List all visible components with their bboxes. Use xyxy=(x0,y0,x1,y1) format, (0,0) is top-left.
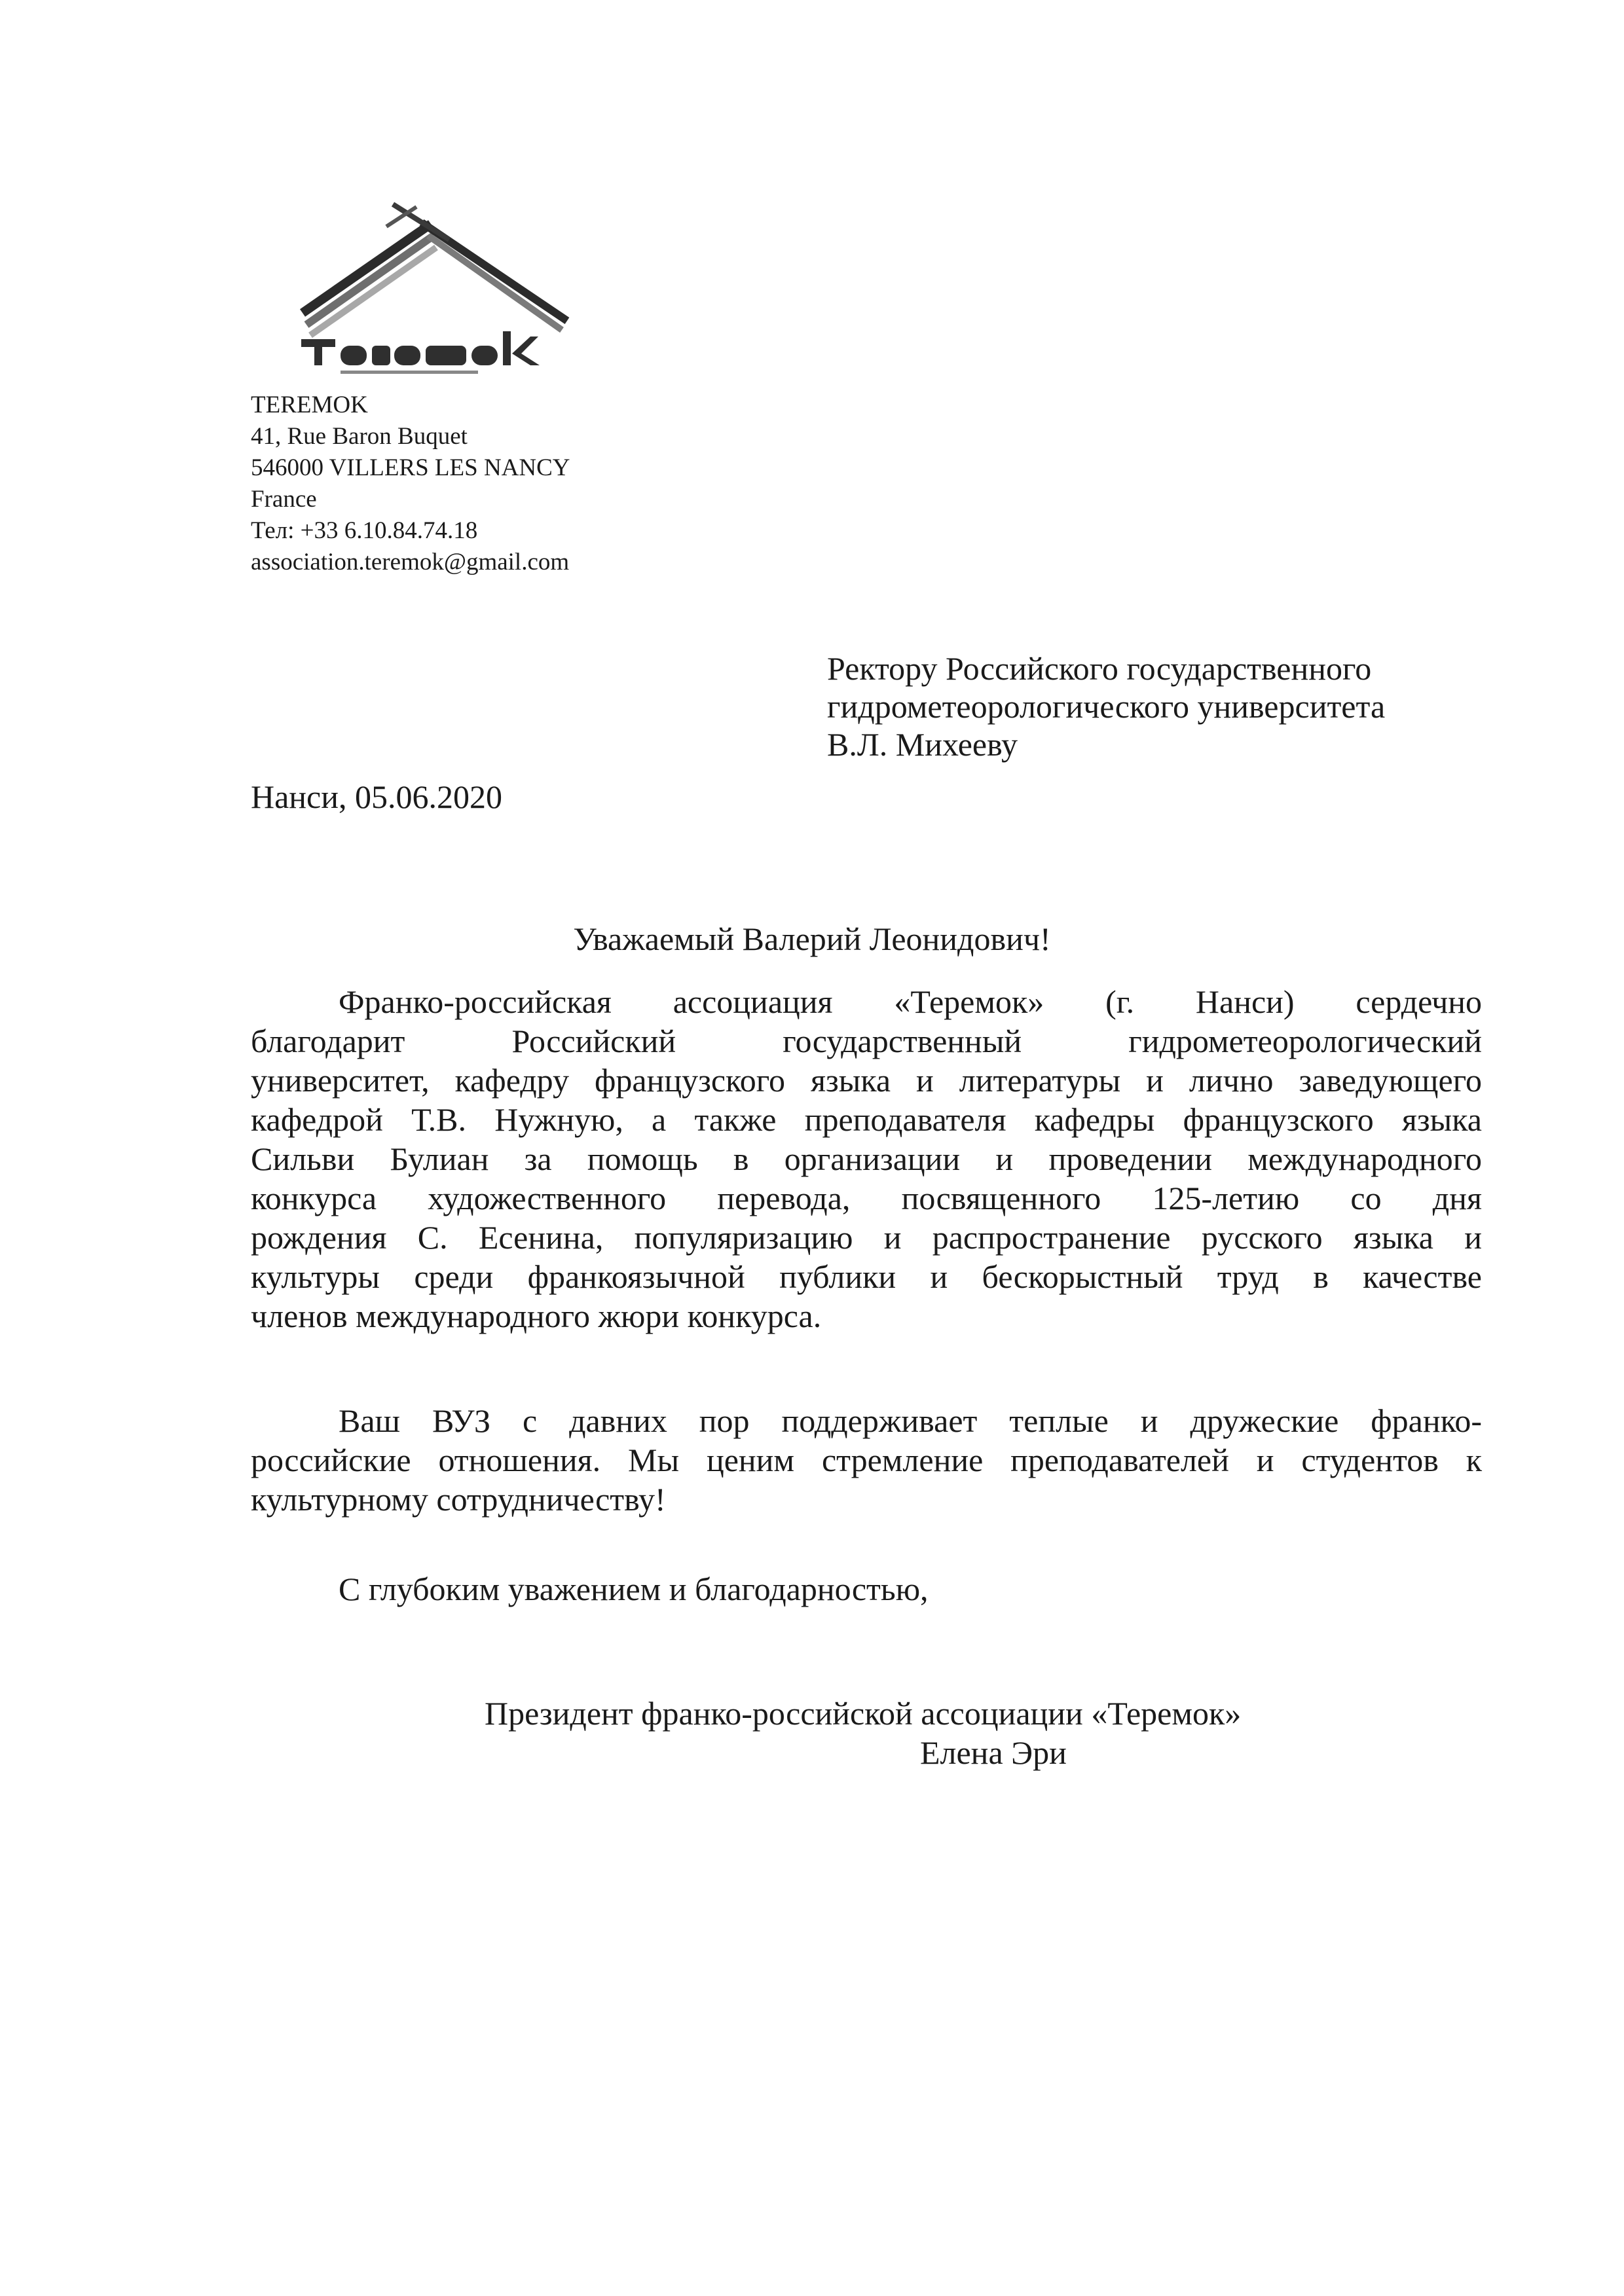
house-roof-icon xyxy=(288,196,576,380)
text-line: культурному сотрудничеству! xyxy=(251,1481,666,1518)
teremok-logo xyxy=(288,196,576,380)
sender-street: 41, Rue Baron Buquet xyxy=(251,423,468,450)
closing-phrase: С глубоким уважением и благодарностью, xyxy=(339,1571,929,1607)
text-line: благодарит Российский государственный гидрометеорологический xyxy=(251,1023,1482,1059)
text-line: рождения С. Есенина, популяризацию и распространение русского языка и xyxy=(251,1219,1482,1256)
recipient-line: гидрометеорологического университета xyxy=(827,688,1386,725)
signature-name: Елена Эри xyxy=(920,1734,1067,1771)
sender-name: TEREMOK xyxy=(251,392,368,418)
text-line: университет, кафедру французского языка и литературы и лично заведующего xyxy=(251,1062,1482,1099)
text-line: Франко-российская ассоциация «Теремок» (г. Нанси) сердечно xyxy=(339,983,1482,1020)
letter-date: Нанси, 05.06.2020 xyxy=(251,778,503,815)
text-line: членов международного жюри конкурса. xyxy=(251,1298,822,1334)
signature-title: Президент франко-российской ассоциации «Теремок» xyxy=(485,1695,1242,1732)
sender-address-block xyxy=(251,390,570,578)
sender-email: association.teremok@gmail.com xyxy=(251,549,570,575)
body-paragraph-1 xyxy=(251,982,1482,1336)
sender-city: 546000 VILLERS LES NANCY xyxy=(251,454,570,481)
body-paragraph-2 xyxy=(251,1401,1482,1519)
recipient-line: Ректору Российского государственного xyxy=(827,650,1372,687)
text-line: Сильви Булиан за помощь в организации и проведении международного xyxy=(251,1140,1482,1177)
text-line: кафедрой Т.В. Нужную, а также преподавателя кафедры французского языка xyxy=(251,1101,1482,1138)
text-line: российские отношения. Мы ценим стремление преподавателей и студентов к xyxy=(251,1442,1482,1478)
sender-phone: Тел: +33 6.10.84.74.18 xyxy=(251,517,478,544)
sender-country: France xyxy=(251,486,317,513)
text-line: Ваш ВУЗ с давних пор поддерживает теплые и дружеские франко- xyxy=(339,1402,1482,1439)
text-line: культуры среди франкоязычной публики и бескорыстный труд в качестве xyxy=(251,1258,1482,1295)
recipient-block xyxy=(827,649,1385,763)
recipient-name: В.Л. Михееву xyxy=(827,726,1018,763)
text-line: конкурса художественного перевода, посвященного 125-летию со дня xyxy=(251,1180,1482,1216)
salutation: Уважаемый Валерий Леонидович! xyxy=(573,920,1051,957)
